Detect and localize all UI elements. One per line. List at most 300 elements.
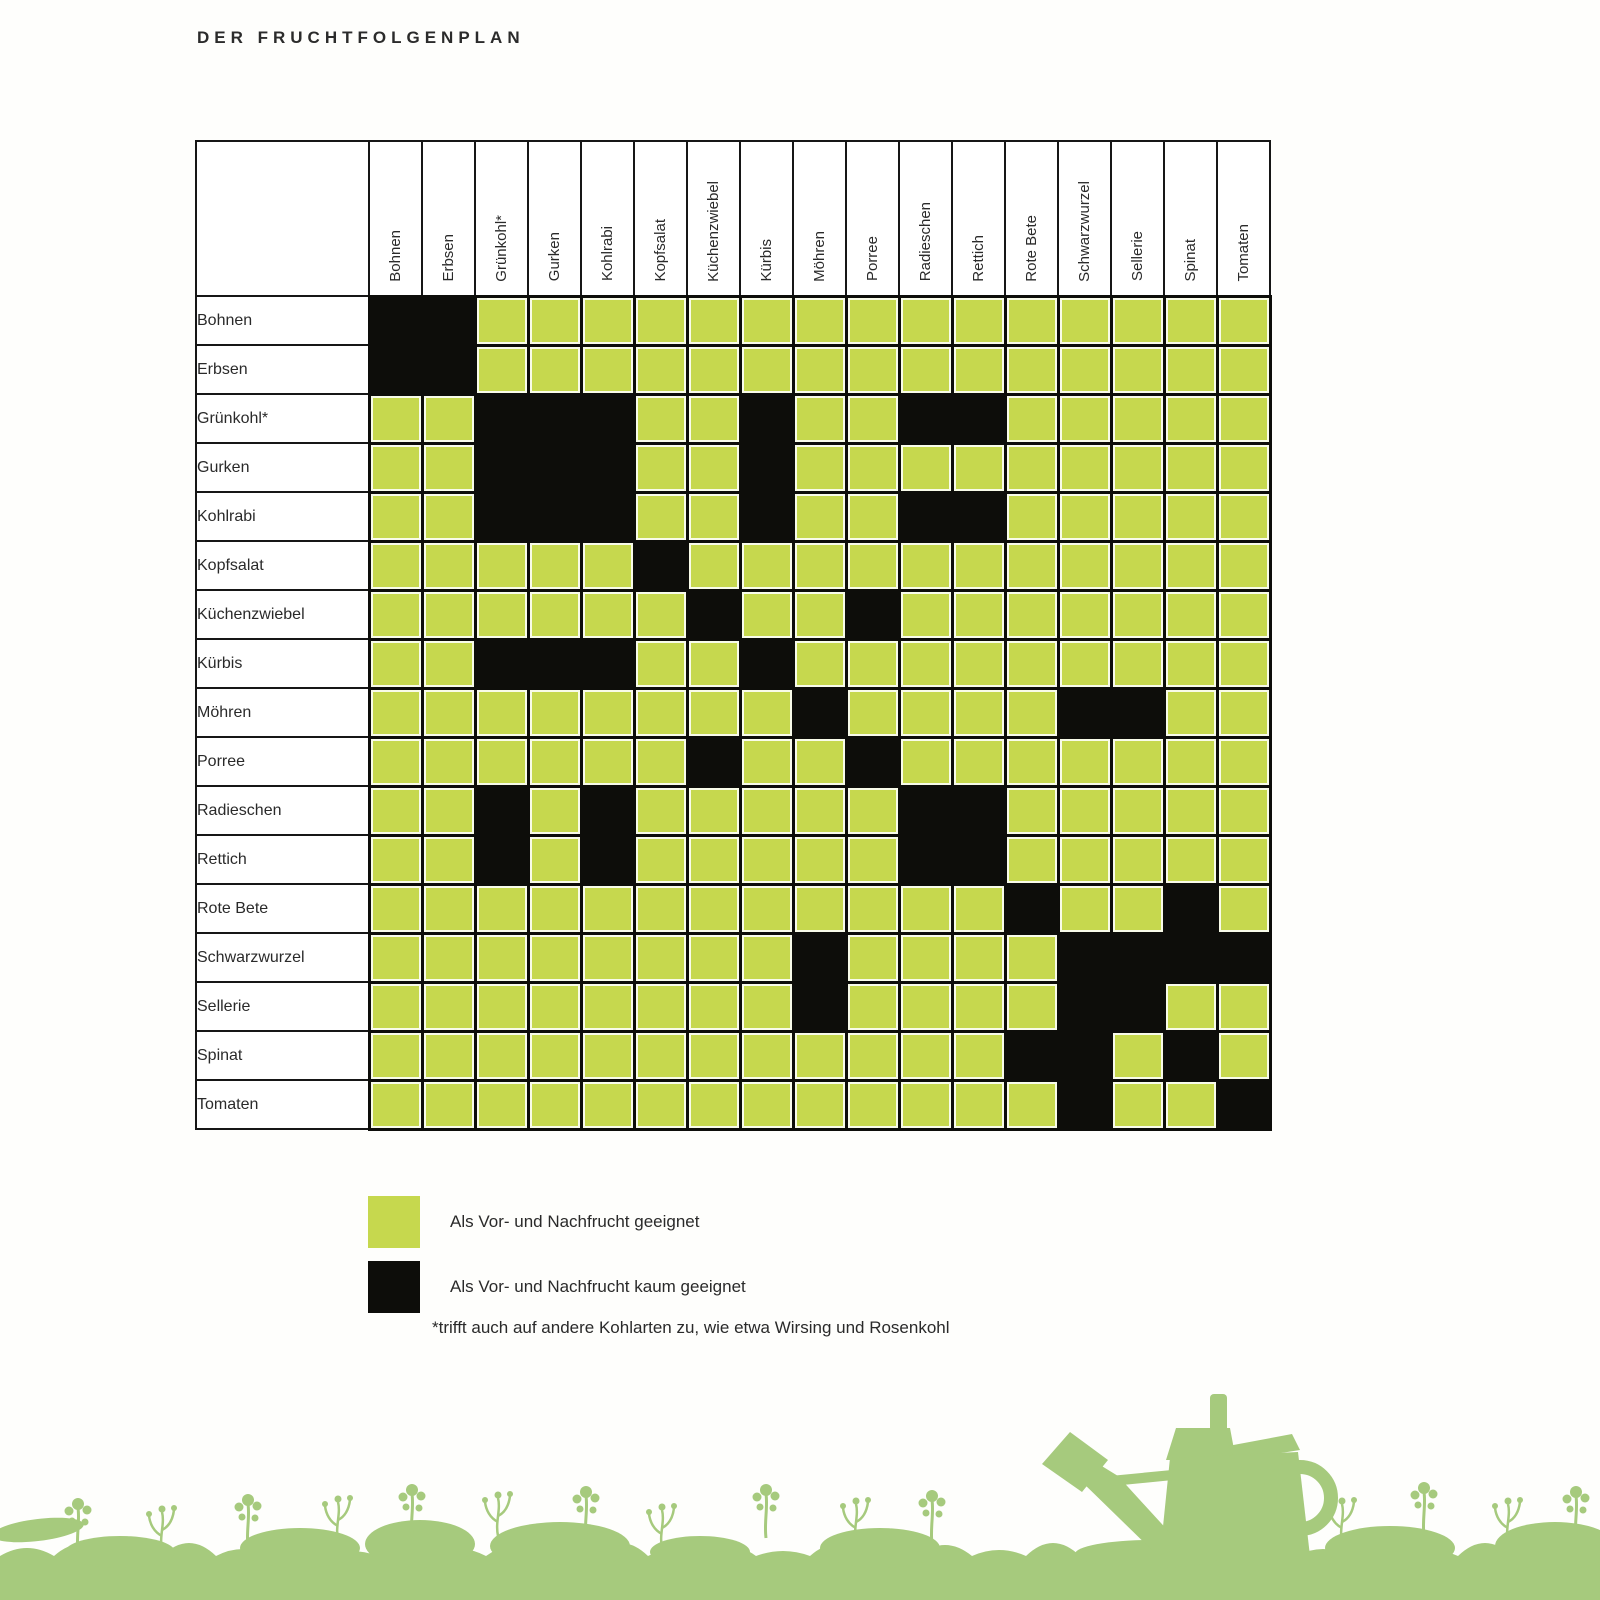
matrix-cell bbox=[952, 786, 1005, 835]
matrix-cell bbox=[687, 737, 740, 786]
matrix-cell bbox=[1005, 443, 1058, 492]
matrix-cell bbox=[846, 737, 899, 786]
matrix-cell bbox=[1164, 737, 1217, 786]
matrix-cell bbox=[634, 786, 687, 835]
column-header bbox=[422, 141, 475, 296]
column-header-label: Sellerie bbox=[1129, 231, 1146, 282]
matrix-cell bbox=[422, 1080, 475, 1129]
matrix-cell bbox=[528, 590, 581, 639]
matrix-cell bbox=[581, 590, 634, 639]
column-header-label: Tomaten bbox=[1235, 223, 1252, 282]
matrix-cell bbox=[1217, 982, 1270, 1031]
matrix-cell bbox=[846, 688, 899, 737]
matrix-cell bbox=[899, 394, 952, 443]
matrix-cell bbox=[1058, 639, 1111, 688]
matrix-cell bbox=[1058, 786, 1111, 835]
matrix-cell bbox=[687, 688, 740, 737]
column-header bbox=[475, 141, 528, 296]
matrix-cell bbox=[740, 1080, 793, 1129]
matrix-cell bbox=[1111, 394, 1164, 443]
matrix-cell bbox=[475, 737, 528, 786]
matrix-cell bbox=[846, 884, 899, 933]
matrix-cell bbox=[634, 1031, 687, 1080]
matrix-cell bbox=[475, 933, 528, 982]
matrix-cell bbox=[369, 835, 422, 884]
matrix-cell bbox=[1005, 1080, 1058, 1129]
matrix-cell bbox=[740, 296, 793, 345]
matrix-cell bbox=[369, 443, 422, 492]
column-header-label: Bohnen bbox=[387, 229, 404, 282]
matrix-cell bbox=[793, 737, 846, 786]
matrix-cell bbox=[369, 541, 422, 590]
matrix-cell bbox=[581, 933, 634, 982]
matrix-cell bbox=[1058, 688, 1111, 737]
matrix-cell bbox=[846, 1031, 899, 1080]
matrix-cell bbox=[1005, 688, 1058, 737]
matrix-cell bbox=[634, 443, 687, 492]
matrix-cell bbox=[793, 345, 846, 394]
matrix-cell bbox=[687, 982, 740, 1031]
matrix-cell bbox=[846, 345, 899, 394]
footnote: *trifft auch auf andere Kohlarten zu, wie etwa Wirsing und Rosenkohl bbox=[432, 1318, 950, 1337]
column-header bbox=[899, 141, 952, 296]
row-header: Möhren bbox=[196, 688, 369, 737]
page-title: DER FRUCHTFOLGENPLAN bbox=[197, 28, 525, 47]
matrix-cell bbox=[369, 590, 422, 639]
matrix-cell bbox=[1005, 492, 1058, 541]
matrix-cell bbox=[528, 394, 581, 443]
matrix-cell bbox=[1217, 541, 1270, 590]
matrix-cell bbox=[1058, 835, 1111, 884]
column-header-label: Rote Bete bbox=[1023, 214, 1040, 282]
matrix-cell bbox=[952, 492, 1005, 541]
matrix-cell bbox=[634, 345, 687, 394]
column-header bbox=[740, 141, 793, 296]
column-header-label: Küchenzwiebel bbox=[705, 180, 722, 282]
matrix-cell bbox=[793, 884, 846, 933]
matrix-cell bbox=[634, 639, 687, 688]
row-header: Rote Bete bbox=[196, 884, 369, 933]
matrix-cell bbox=[1217, 590, 1270, 639]
matrix-cell bbox=[1111, 639, 1164, 688]
matrix-cell bbox=[475, 1080, 528, 1129]
matrix-row bbox=[196, 884, 1270, 933]
matrix-cell bbox=[687, 933, 740, 982]
column-header-label: Erbsen bbox=[440, 233, 457, 282]
matrix-cell bbox=[740, 884, 793, 933]
matrix-cell bbox=[687, 394, 740, 443]
row-header: Bohnen bbox=[196, 296, 369, 345]
column-header-label: Gurken bbox=[546, 232, 563, 282]
row-header: Grünkohl* bbox=[196, 394, 369, 443]
matrix-row bbox=[196, 933, 1270, 982]
matrix-cell bbox=[581, 786, 634, 835]
matrix-cell bbox=[528, 639, 581, 688]
matrix-cell bbox=[687, 1080, 740, 1129]
matrix-cell bbox=[369, 933, 422, 982]
matrix-cell bbox=[740, 933, 793, 982]
matrix-cell bbox=[1111, 590, 1164, 639]
matrix-cell bbox=[899, 933, 952, 982]
column-header bbox=[528, 141, 581, 296]
matrix-cell bbox=[740, 394, 793, 443]
matrix-cell bbox=[528, 1031, 581, 1080]
matrix-cell bbox=[687, 492, 740, 541]
matrix-cell bbox=[528, 982, 581, 1031]
matrix-cell bbox=[793, 590, 846, 639]
column-header bbox=[846, 141, 899, 296]
matrix-cell bbox=[740, 492, 793, 541]
matrix-cell bbox=[1058, 492, 1111, 541]
matrix-cell bbox=[422, 345, 475, 394]
matrix-cell bbox=[475, 639, 528, 688]
matrix-cell bbox=[687, 1031, 740, 1080]
matrix-cell bbox=[1217, 296, 1270, 345]
column-header-label: Möhren bbox=[811, 230, 828, 282]
matrix-cell bbox=[793, 688, 846, 737]
matrix-cell bbox=[528, 786, 581, 835]
matrix-cell bbox=[793, 394, 846, 443]
legend-item-suitable bbox=[368, 1196, 746, 1248]
matrix-cell bbox=[422, 394, 475, 443]
matrix-cell bbox=[369, 982, 422, 1031]
matrix-cell bbox=[369, 786, 422, 835]
matrix-cell bbox=[634, 590, 687, 639]
matrix-cell bbox=[422, 443, 475, 492]
matrix-cell bbox=[422, 835, 475, 884]
matrix-cell bbox=[422, 737, 475, 786]
matrix-cell bbox=[422, 1031, 475, 1080]
matrix-cell bbox=[740, 1031, 793, 1080]
matrix-cell bbox=[528, 345, 581, 394]
row-header: Radieschen bbox=[196, 786, 369, 835]
matrix-row bbox=[196, 982, 1270, 1031]
matrix-cell bbox=[952, 541, 1005, 590]
matrix-cell bbox=[846, 492, 899, 541]
matrix-cell bbox=[1164, 1080, 1217, 1129]
matrix-cell bbox=[740, 639, 793, 688]
matrix-cell bbox=[581, 884, 634, 933]
matrix-cell bbox=[899, 296, 952, 345]
matrix-cell bbox=[1058, 884, 1111, 933]
matrix-cell bbox=[740, 982, 793, 1031]
matrix-cell bbox=[581, 443, 634, 492]
column-header-label: Radieschen bbox=[917, 202, 934, 282]
matrix-cell bbox=[1164, 345, 1217, 394]
matrix-cell bbox=[475, 688, 528, 737]
matrix-header-row bbox=[196, 141, 1270, 296]
matrix-cell bbox=[369, 394, 422, 443]
matrix-cell bbox=[475, 1031, 528, 1080]
matrix-cell bbox=[1164, 590, 1217, 639]
matrix-cell bbox=[475, 786, 528, 835]
matrix-cell bbox=[1058, 982, 1111, 1031]
matrix-cell bbox=[1111, 982, 1164, 1031]
column-header bbox=[634, 141, 687, 296]
matrix-cell bbox=[952, 688, 1005, 737]
row-header: Porree bbox=[196, 737, 369, 786]
matrix-cell bbox=[846, 933, 899, 982]
legend-label: Als Vor- und Nachfrucht geeignet bbox=[450, 1212, 700, 1231]
matrix-cell bbox=[793, 835, 846, 884]
matrix-cell bbox=[952, 1031, 1005, 1080]
matrix-cell bbox=[687, 541, 740, 590]
row-header: Sellerie bbox=[196, 982, 369, 1031]
matrix-cell bbox=[952, 835, 1005, 884]
matrix-cell bbox=[793, 492, 846, 541]
matrix-cell bbox=[846, 590, 899, 639]
matrix-cell bbox=[581, 394, 634, 443]
matrix-cell bbox=[899, 541, 952, 590]
matrix-cell bbox=[740, 737, 793, 786]
matrix-cell bbox=[899, 786, 952, 835]
matrix-cell bbox=[899, 639, 952, 688]
matrix-cell bbox=[475, 884, 528, 933]
matrix-cell bbox=[475, 296, 528, 345]
matrix-cell bbox=[634, 835, 687, 884]
matrix-cell bbox=[1111, 345, 1164, 394]
row-header: Rettich bbox=[196, 835, 369, 884]
matrix-cell bbox=[581, 835, 634, 884]
matrix-cell bbox=[1111, 541, 1164, 590]
matrix-cell bbox=[475, 982, 528, 1031]
matrix-cell bbox=[1005, 296, 1058, 345]
matrix-cell bbox=[634, 688, 687, 737]
matrix-cell bbox=[1005, 541, 1058, 590]
column-header bbox=[1217, 141, 1270, 296]
matrix-cell bbox=[1164, 492, 1217, 541]
matrix-cell bbox=[846, 541, 899, 590]
matrix-cell bbox=[1217, 394, 1270, 443]
matrix-cell bbox=[634, 982, 687, 1031]
legend-swatch-suitable bbox=[368, 1196, 420, 1248]
matrix-cell bbox=[1217, 786, 1270, 835]
matrix-cell bbox=[952, 982, 1005, 1031]
matrix-cell bbox=[581, 639, 634, 688]
row-header: Kohlrabi bbox=[196, 492, 369, 541]
matrix-cell bbox=[422, 884, 475, 933]
matrix-cell bbox=[1164, 296, 1217, 345]
matrix-row bbox=[196, 1031, 1270, 1080]
matrix-cell bbox=[528, 492, 581, 541]
matrix-cell bbox=[687, 443, 740, 492]
matrix-row bbox=[196, 443, 1270, 492]
matrix-cell bbox=[422, 541, 475, 590]
matrix-cell bbox=[369, 345, 422, 394]
matrix-cell bbox=[846, 394, 899, 443]
matrix-cell bbox=[1164, 933, 1217, 982]
row-header: Gurken bbox=[196, 443, 369, 492]
legend-item-unsuitable bbox=[368, 1261, 746, 1313]
matrix-cell bbox=[1058, 394, 1111, 443]
matrix-cell bbox=[899, 345, 952, 394]
matrix-cell bbox=[846, 443, 899, 492]
matrix-cell bbox=[687, 639, 740, 688]
matrix-cell bbox=[899, 982, 952, 1031]
matrix-cell bbox=[899, 1031, 952, 1080]
matrix-cell bbox=[952, 884, 1005, 933]
matrix-cell bbox=[1058, 590, 1111, 639]
matrix-cell bbox=[687, 296, 740, 345]
matrix-cell bbox=[1005, 639, 1058, 688]
matrix-table bbox=[195, 140, 1272, 1131]
matrix-cell bbox=[475, 835, 528, 884]
matrix-cell bbox=[846, 296, 899, 345]
matrix-cell bbox=[740, 688, 793, 737]
legend-label: Als Vor- und Nachfrucht kaum geeignet bbox=[450, 1277, 746, 1296]
matrix-cell bbox=[581, 982, 634, 1031]
matrix-cell bbox=[528, 884, 581, 933]
matrix-cell bbox=[475, 443, 528, 492]
matrix-cell bbox=[793, 1031, 846, 1080]
matrix-row bbox=[196, 786, 1270, 835]
matrix-cell bbox=[528, 296, 581, 345]
matrix-cell bbox=[899, 443, 952, 492]
matrix-cell bbox=[1217, 1080, 1270, 1129]
column-header bbox=[1058, 141, 1111, 296]
matrix-cell bbox=[846, 639, 899, 688]
matrix-cell bbox=[952, 737, 1005, 786]
matrix-cell bbox=[581, 296, 634, 345]
column-header-label: Grünkohl* bbox=[493, 214, 510, 282]
matrix-row bbox=[196, 590, 1270, 639]
column-header bbox=[1005, 141, 1058, 296]
matrix-cell bbox=[1005, 933, 1058, 982]
matrix-cell bbox=[793, 1080, 846, 1129]
matrix-cell bbox=[793, 541, 846, 590]
matrix-cell bbox=[1217, 443, 1270, 492]
matrix-cell bbox=[634, 296, 687, 345]
matrix-cell bbox=[581, 688, 634, 737]
matrix-cell bbox=[899, 1080, 952, 1129]
matrix-row bbox=[196, 688, 1270, 737]
matrix-cell bbox=[1164, 982, 1217, 1031]
matrix-row bbox=[196, 345, 1270, 394]
matrix-cell bbox=[1217, 884, 1270, 933]
matrix-cell bbox=[1217, 492, 1270, 541]
matrix-cell bbox=[952, 345, 1005, 394]
matrix-cell bbox=[952, 394, 1005, 443]
matrix-row bbox=[196, 394, 1270, 443]
matrix-row bbox=[196, 541, 1270, 590]
matrix-cell bbox=[1217, 345, 1270, 394]
legend bbox=[368, 1196, 746, 1326]
matrix-cell bbox=[1058, 541, 1111, 590]
matrix-cell bbox=[687, 835, 740, 884]
column-header bbox=[1111, 141, 1164, 296]
matrix-cell bbox=[634, 1080, 687, 1129]
row-header: Spinat bbox=[196, 1031, 369, 1080]
matrix-cell bbox=[1058, 345, 1111, 394]
column-header bbox=[369, 141, 422, 296]
matrix-cell bbox=[1164, 835, 1217, 884]
matrix-cell bbox=[528, 737, 581, 786]
column-header-label: Kohlrabi bbox=[599, 226, 616, 282]
matrix-cell bbox=[1217, 933, 1270, 982]
matrix-cell bbox=[528, 835, 581, 884]
row-header: Schwarzwurzel bbox=[196, 933, 369, 982]
matrix-cell bbox=[793, 639, 846, 688]
matrix-cell bbox=[634, 394, 687, 443]
matrix-cell bbox=[1111, 492, 1164, 541]
matrix-cell bbox=[369, 639, 422, 688]
matrix-cell bbox=[634, 884, 687, 933]
matrix-cell bbox=[528, 933, 581, 982]
matrix-row bbox=[196, 1080, 1270, 1129]
row-header: Kopfsalat bbox=[196, 541, 369, 590]
matrix-cell bbox=[952, 590, 1005, 639]
matrix-cell bbox=[1111, 443, 1164, 492]
matrix-cell bbox=[581, 1031, 634, 1080]
column-header bbox=[581, 141, 634, 296]
matrix-cell bbox=[475, 590, 528, 639]
matrix-cell bbox=[581, 541, 634, 590]
matrix-cell bbox=[793, 786, 846, 835]
matrix-cell bbox=[1164, 884, 1217, 933]
matrix-cell bbox=[899, 590, 952, 639]
matrix-cell bbox=[1005, 884, 1058, 933]
matrix-cell bbox=[1005, 345, 1058, 394]
matrix-cell bbox=[1058, 296, 1111, 345]
matrix-cell bbox=[1111, 933, 1164, 982]
matrix-cell bbox=[1058, 1080, 1111, 1129]
matrix-cell bbox=[1111, 1031, 1164, 1080]
matrix-row bbox=[196, 737, 1270, 786]
matrix-cell bbox=[1058, 737, 1111, 786]
column-header-label: Porree bbox=[864, 236, 881, 282]
column-header-label: Spinat bbox=[1182, 238, 1199, 282]
matrix-cell bbox=[793, 933, 846, 982]
matrix-cell bbox=[581, 492, 634, 541]
matrix-cell bbox=[422, 590, 475, 639]
row-header: Küchenzwiebel bbox=[196, 590, 369, 639]
matrix-cell bbox=[687, 590, 740, 639]
matrix-cell bbox=[1111, 835, 1164, 884]
matrix-cell bbox=[634, 737, 687, 786]
matrix-cell bbox=[952, 1080, 1005, 1129]
matrix-cell bbox=[740, 443, 793, 492]
legend-swatch-unsuitable bbox=[368, 1261, 420, 1313]
matrix-cell bbox=[846, 835, 899, 884]
matrix-cell bbox=[1111, 1080, 1164, 1129]
matrix-cell bbox=[1164, 541, 1217, 590]
row-header: Tomaten bbox=[196, 1080, 369, 1129]
matrix-cell bbox=[369, 492, 422, 541]
column-header bbox=[1164, 141, 1217, 296]
column-header-label: Schwarzwurzel bbox=[1076, 180, 1093, 282]
matrix-cell bbox=[899, 835, 952, 884]
matrix-cell bbox=[1111, 786, 1164, 835]
matrix-cell bbox=[475, 541, 528, 590]
matrix-cell bbox=[528, 541, 581, 590]
matrix-cell bbox=[1005, 590, 1058, 639]
column-header bbox=[952, 141, 1005, 296]
matrix-cell bbox=[687, 786, 740, 835]
column-header bbox=[793, 141, 846, 296]
matrix-row bbox=[196, 639, 1270, 688]
matrix-cell bbox=[475, 394, 528, 443]
matrix-cell bbox=[1005, 737, 1058, 786]
matrix-cell bbox=[1005, 1031, 1058, 1080]
matrix-cell bbox=[740, 345, 793, 394]
matrix-cell bbox=[793, 443, 846, 492]
matrix-cell bbox=[1217, 639, 1270, 688]
matrix-cell bbox=[1005, 786, 1058, 835]
matrix-cell bbox=[1111, 296, 1164, 345]
matrix-cell bbox=[1164, 394, 1217, 443]
watering-can-icon bbox=[1042, 1394, 1331, 1556]
matrix-cell bbox=[1058, 933, 1111, 982]
